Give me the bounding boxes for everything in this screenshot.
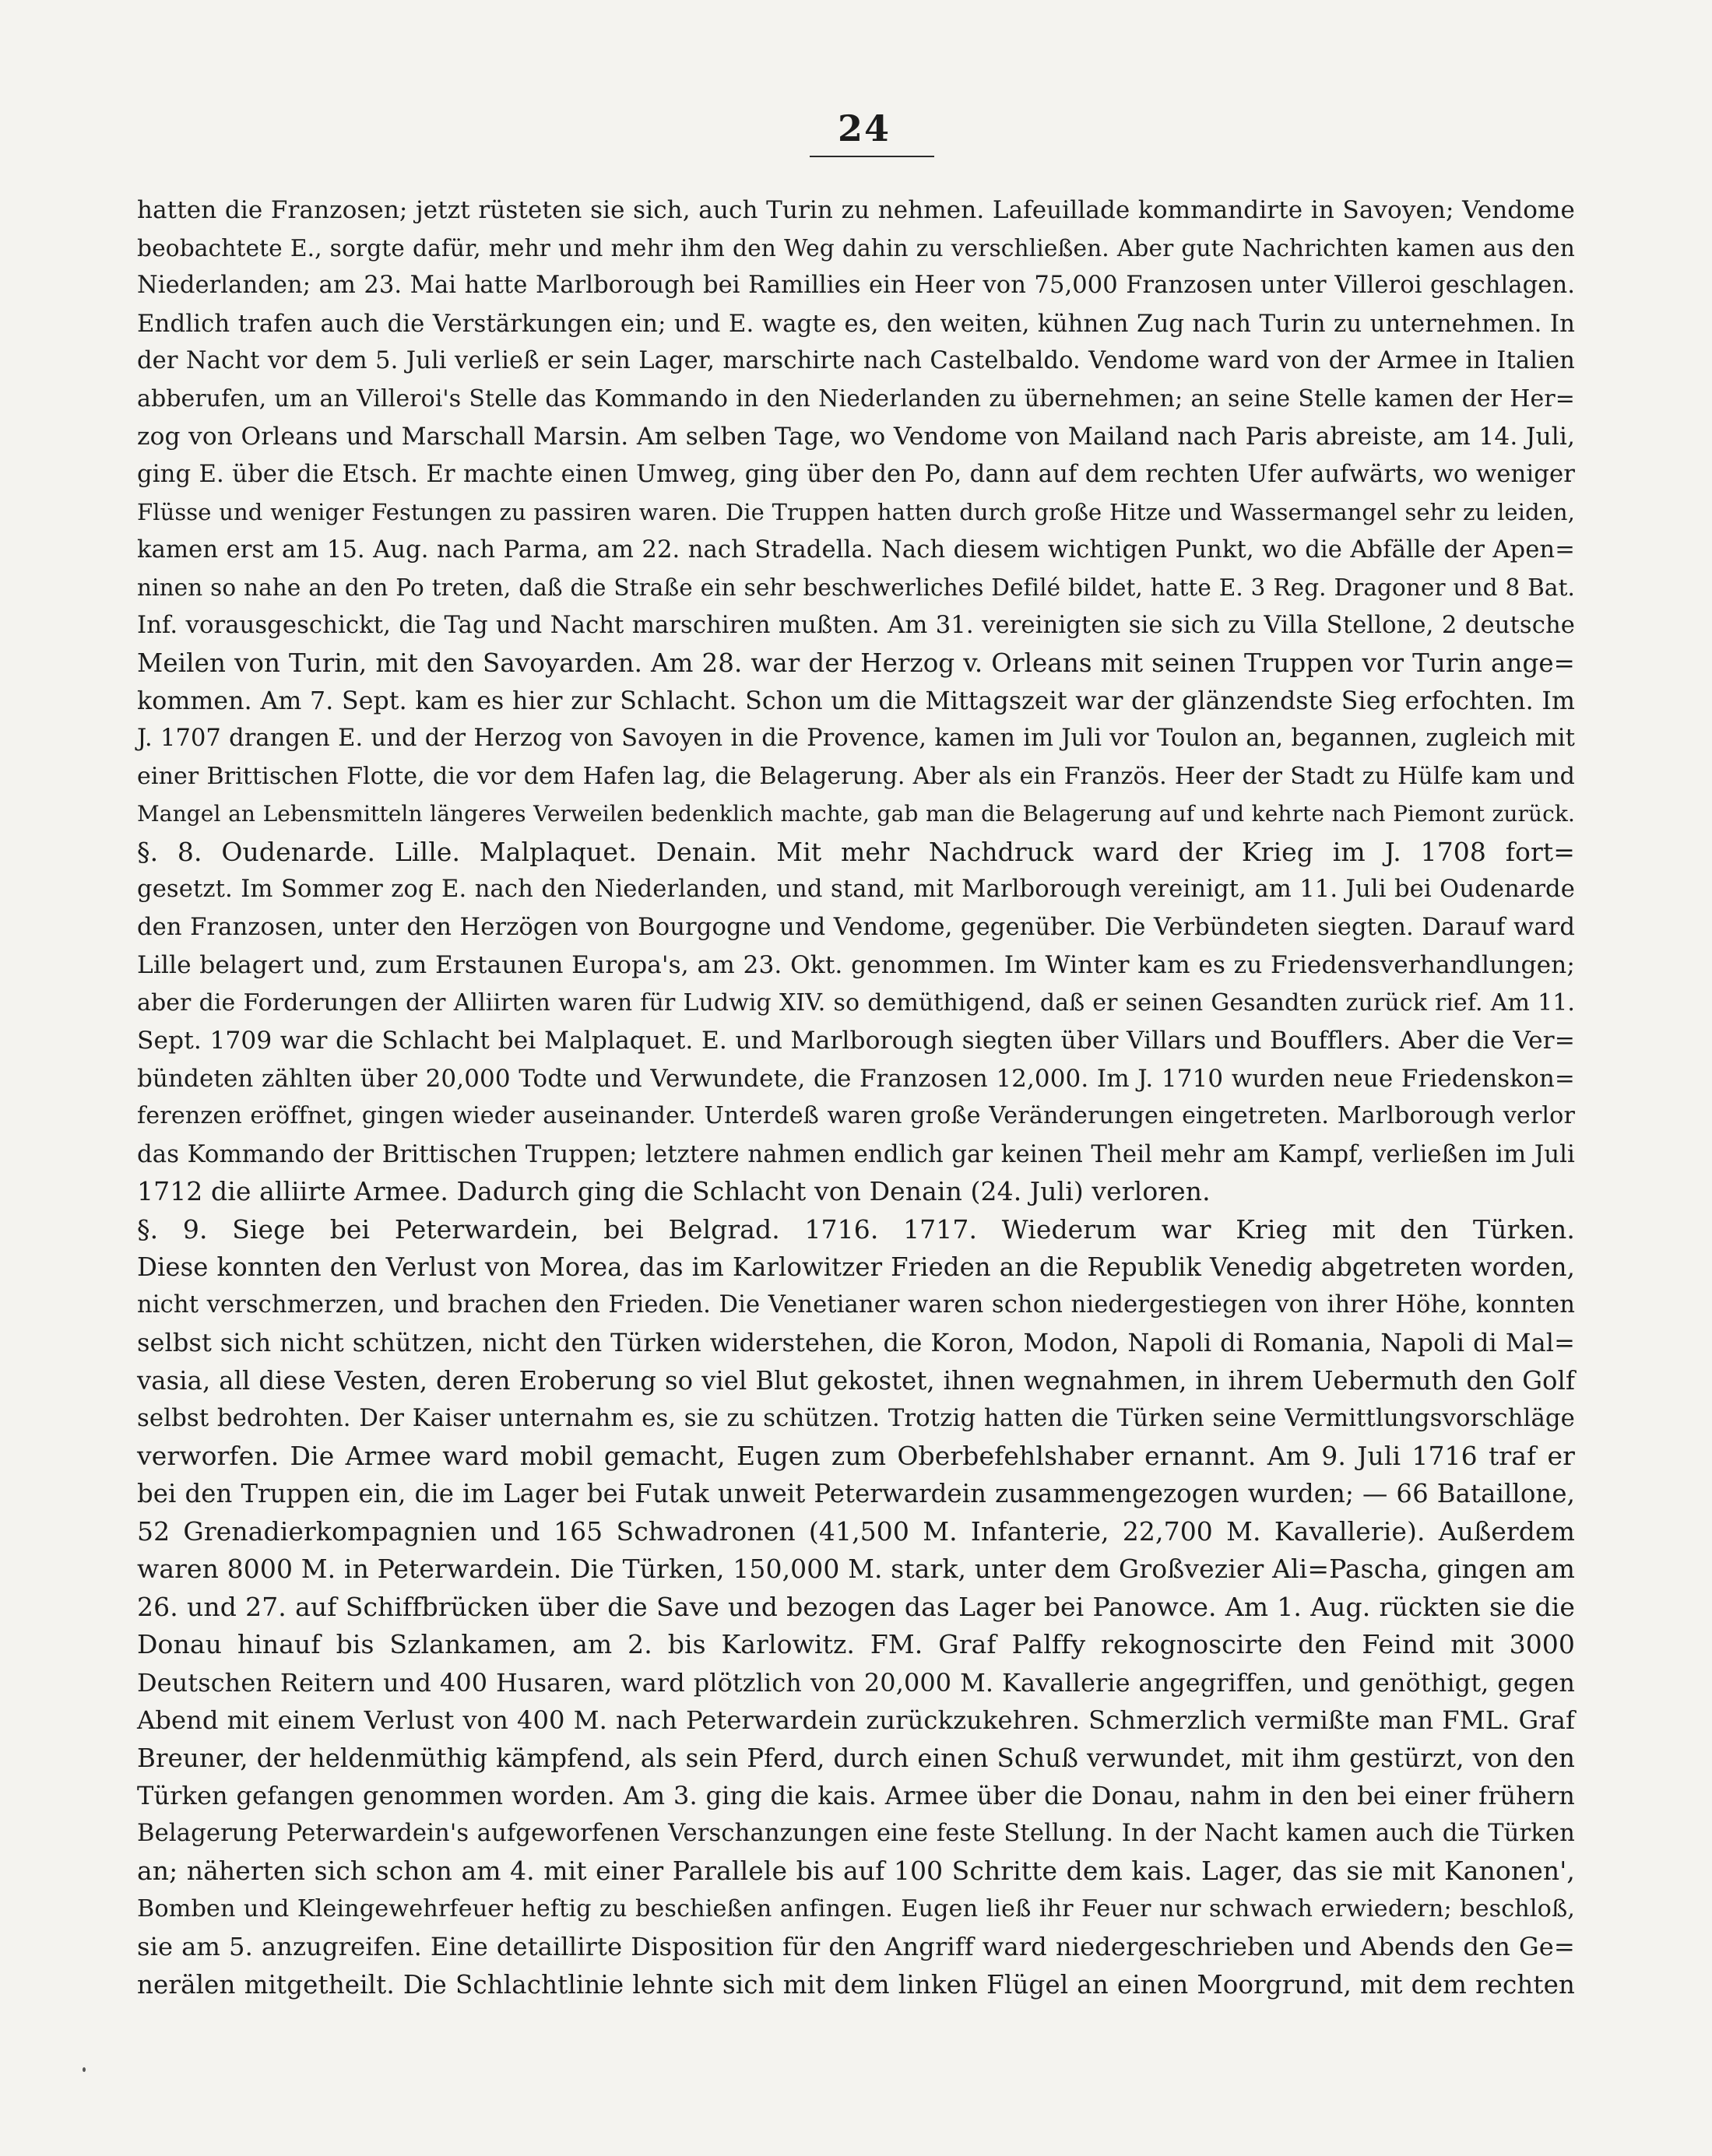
text-line: Bomben und Kleingewehrfeuer heftig zu beschießen anfingen. Eugen ließ ihr Feuer nur schwach erwiedern; beschloß,: [137, 1894, 1575, 1922]
text-line: bei den Truppen ein, die im Lager bei Futak unweit Peterwardein zusammengezogen wurden; — 66 Bataillone,: [137, 1479, 1575, 1508]
text-line: gesetzt. Im Sommer zog E. nach den Niederlanden, und stand, mit Marlborough vereinigt, am 11. Juli bei Oudenarde: [137, 876, 1575, 903]
text-line: abberufen, um an Villeroi's Stelle das Kommando in den Niederlanden zu übernehmen; an seine Stelle kamen der Her=: [137, 384, 1575, 413]
text-line: Deutschen Reitern und 400 Husaren, ward plötzlich von 20,000 M. Kavallerie angegriffen, und genöthigt, gegen: [137, 1667, 1575, 1698]
text-line: aber die Forderungen der Alliirten waren für Ludwig XIV. so demüthigend, daß er seinen Gesandten zurück rief. Am 11.: [137, 988, 1575, 1017]
section-heading-line: §. 8. Oudenarde. Lille. Malplaquet. Denain. Mit mehr Nachdruck ward der Krieg im J. 1708 fort=: [137, 836, 1575, 867]
text-line: Flüsse und weniger Festungen zu passiren waren. Die Truppen hatten durch große Hitze und Wassermangel sehr zu leiden,: [137, 499, 1575, 525]
text-line: sie am 5. anzugreifen. Eine detaillirte Disposition für den Angriff ward niedergeschrieben und Abends den Ge=: [137, 1932, 1575, 1961]
text-line: Inf. vorausgeschickt, die Tag und Nacht marschiren mußten. Am 31. vereinigten sie sich zu Villa Stellone, 2 deutsche: [137, 611, 1575, 639]
text-line: J. 1707 drangen E. und der Herzog von Savoyen in die Provence, kamen im Juli vor Toulon an, begannen, zugleich mit: [137, 725, 1575, 752]
text-line: ninen so nahe an den Po treten, daß die Straße ein sehr beschwerliches Defilé bildet, hatte E. 3 Reg. Dragoner und 8 Bat.: [137, 574, 1575, 601]
text-line: Mangel an Lebensmitteln längeres Verweilen bedenklich machte, gab man die Belagerung auf und kehrte nach Piemont zurück.: [137, 801, 1575, 827]
section-heading-line: §. 9. Siege bei Peterwardein, bei Belgrad. 1716. 1717. Wiederum war Krieg mit den Türken.: [137, 1213, 1575, 1245]
text-line: waren 8000 M. in Peterwardein. Die Türken, 150,000 M. stark, unter dem Großvezier Ali=Pascha, gingen am: [137, 1554, 1575, 1584]
text-line: Breuner, der heldenmüthig kämpfend, als sein Pferd, durch einen Schuß verwundet, mit ihm gestürzt, von den: [137, 1743, 1575, 1773]
text-line: Endlich trafen auch die Verstärkungen ein; und E. wagte es, den weiten, kühnen Zug nach Turin zu unternehmen. In: [137, 309, 1575, 338]
text-line: hatten die Franzosen; jetzt rüsteten sie sich, auch Turin zu nehmen. Lafeuillade kommandirte in Savoyen; Vendome: [137, 196, 1575, 224]
text-line: Türken gefangen genommen worden. Am 3. ging die kais. Armee über die Donau, nahm in den bei einer frühern: [137, 1781, 1575, 1810]
text-line: Donau hinauf bis Szlankamen, am 2. bis Karlowitz. FM. Graf Palffy rekognoscirte den Feind mit 3000: [137, 1629, 1575, 1659]
text-line: kamen erst am 15. Aug. nach Parma, am 22. nach Stradella. Nach diesem wichtigen Punkt, wo die Abfälle der Apen=: [137, 535, 1575, 564]
text-line: Meilen von Turin, mit den Savoyarden. Am 28. war der Herzog v. Orleans mit seinen Truppen vor Turin ange=: [137, 648, 1575, 678]
text-line: 26. und 27. auf Schiffbrücken über die Save und bezogen das Lager bei Panowce. Am 1. Aug. rückten sie die: [137, 1591, 1575, 1622]
text-line: den Franzosen, unter den Herzögen von Bourgogne und Vendome, gegenüber. Die Verbündeten siegten. Darauf ward: [137, 913, 1575, 941]
text-line: einer Brittischen Flotte, die vor dem Hafen lag, die Belagerung. Aber als ein Französ. Heer der Stadt zu Hülfe kam und: [137, 762, 1575, 790]
text-line: Lille belagert und, zum Erstaunen Europa's, am 23. Okt. genommen. Im Winter kam es zu Friedensverhandlungen;: [137, 951, 1575, 979]
text-line: kommen. Am 7. Sept. kam es hier zur Schlacht. Schon um die Mittagszeit war der glänzendste Sieg erfochten. Im: [137, 686, 1575, 715]
text-line: beobachtete E., sorgte dafür, mehr und mehr ihm den Weg dahin zu verschließen. Aber gute Nachrichten kamen aus den: [137, 234, 1575, 262]
text-line: der Nacht vor dem 5. Juli verließ er sein Lager, marschirte nach Castelbaldo. Vendome ward von der Armee in Italien: [137, 347, 1575, 374]
text-line: nerälen mitgetheilt. Die Schlachtlinie lehnte sich mit dem linken Flügel an einen Moorgrund, mit dem rechten: [137, 1969, 1575, 2000]
paper-speck: [83, 2067, 86, 2072]
text-line: ferenzen eröffnet, gingen wieder auseinander. Unterdeß waren große Veränderungen eingetreten. Marlborough verlor: [137, 1102, 1575, 1129]
text-line: selbst bedrohten. Der Kaiser unternahm es, sie zu schützen. Trotzig hatten die Türken seine Vermittlungsvorschläge: [137, 1404, 1575, 1432]
text-line: das Kommando der Brittischen Truppen; letztere nahmen endlich gar keinen Theil mehr am Kampf, verließen im Juli: [137, 1139, 1575, 1168]
text-line: an; näherten sich schon am 4. mit einer Parallele bis auf 100 Schritte dem kais. Lager, das sie mit Kanonen',: [137, 1856, 1575, 1886]
text-line: verworfen. Die Armee ward mobil gemacht, Eugen zum Oberbefehlshaber ernannt. Am 9. Juli 1716 traf er: [137, 1440, 1575, 1471]
text-line: selbst sich nicht schützen, nicht den Türken widerstehen, die Koron, Modon, Napoli di Romania, Napoli di Mal=: [137, 1328, 1575, 1357]
text-line: zog von Orleans und Marschall Marsin. Am selben Tage, wo Vendome von Mailand nach Paris abreiste, am 14. Juli,: [137, 423, 1575, 451]
page-number-rule: [810, 156, 934, 157]
text-line: Sept. 1709 war die Schlacht bei Malplaquet. E. und Marlborough siegten über Villars und Boufflers. Aber die Ver=: [137, 1027, 1575, 1055]
text-line: Abend mit einem Verlust von 400 M. nach Peterwardein zurückzukehren. Schmerzlich vermißte man FML. Graf: [137, 1705, 1575, 1735]
text-line: 52 Grenadierkompagnien und 165 Schwadronen (41,500 M. Infanterie, 22,700 M. Kavallerie). Außerdem: [137, 1515, 1575, 1547]
text-line: Belagerung Peterwardein's aufgeworfenen Verschanzungen eine feste Stellung. In der Nacht kamen auch die Türken: [137, 1819, 1575, 1847]
text-line: 1712 die alliirte Armee. Dadurch ging die Schlacht von Denain (24. Juli) verloren.: [137, 1176, 1211, 1206]
text-line: ging E. über die Etsch. Er machte einen Umweg, ging über den Po, dann auf dem rechten Ufer aufwärts, wo weniger: [137, 460, 1575, 488]
text-line: bündeten zählten über 20,000 Todte und Verwundete, die Franzosen 12,000. Im J. 1710 wurden neue Friedenskon=: [137, 1064, 1575, 1093]
text-line: nicht verschmerzen, und brachen den Frieden. Die Venetianer waren schon niedergestiegen von ihrer Höhe, konnten: [137, 1290, 1575, 1319]
page-number: 24: [837, 107, 891, 149]
text-line: Diese konnten den Verlust von Morea, das im Karlowitzer Frieden an die Republik Venedig abgetreten worden,: [137, 1252, 1575, 1282]
text-line: Niederlanden; am 23. Mai hatte Marlborough bei Ramillies ein Heer von 75,000 Franzosen unter Villeroi geschlagen.: [137, 272, 1575, 299]
text-line: vasia, all diese Vesten, deren Eroberung so viel Blut gekostet, ihnen wegnahmen, in ihrem Uebermuth den Golf: [137, 1365, 1575, 1396]
body-text: [137, 191, 1575, 2003]
